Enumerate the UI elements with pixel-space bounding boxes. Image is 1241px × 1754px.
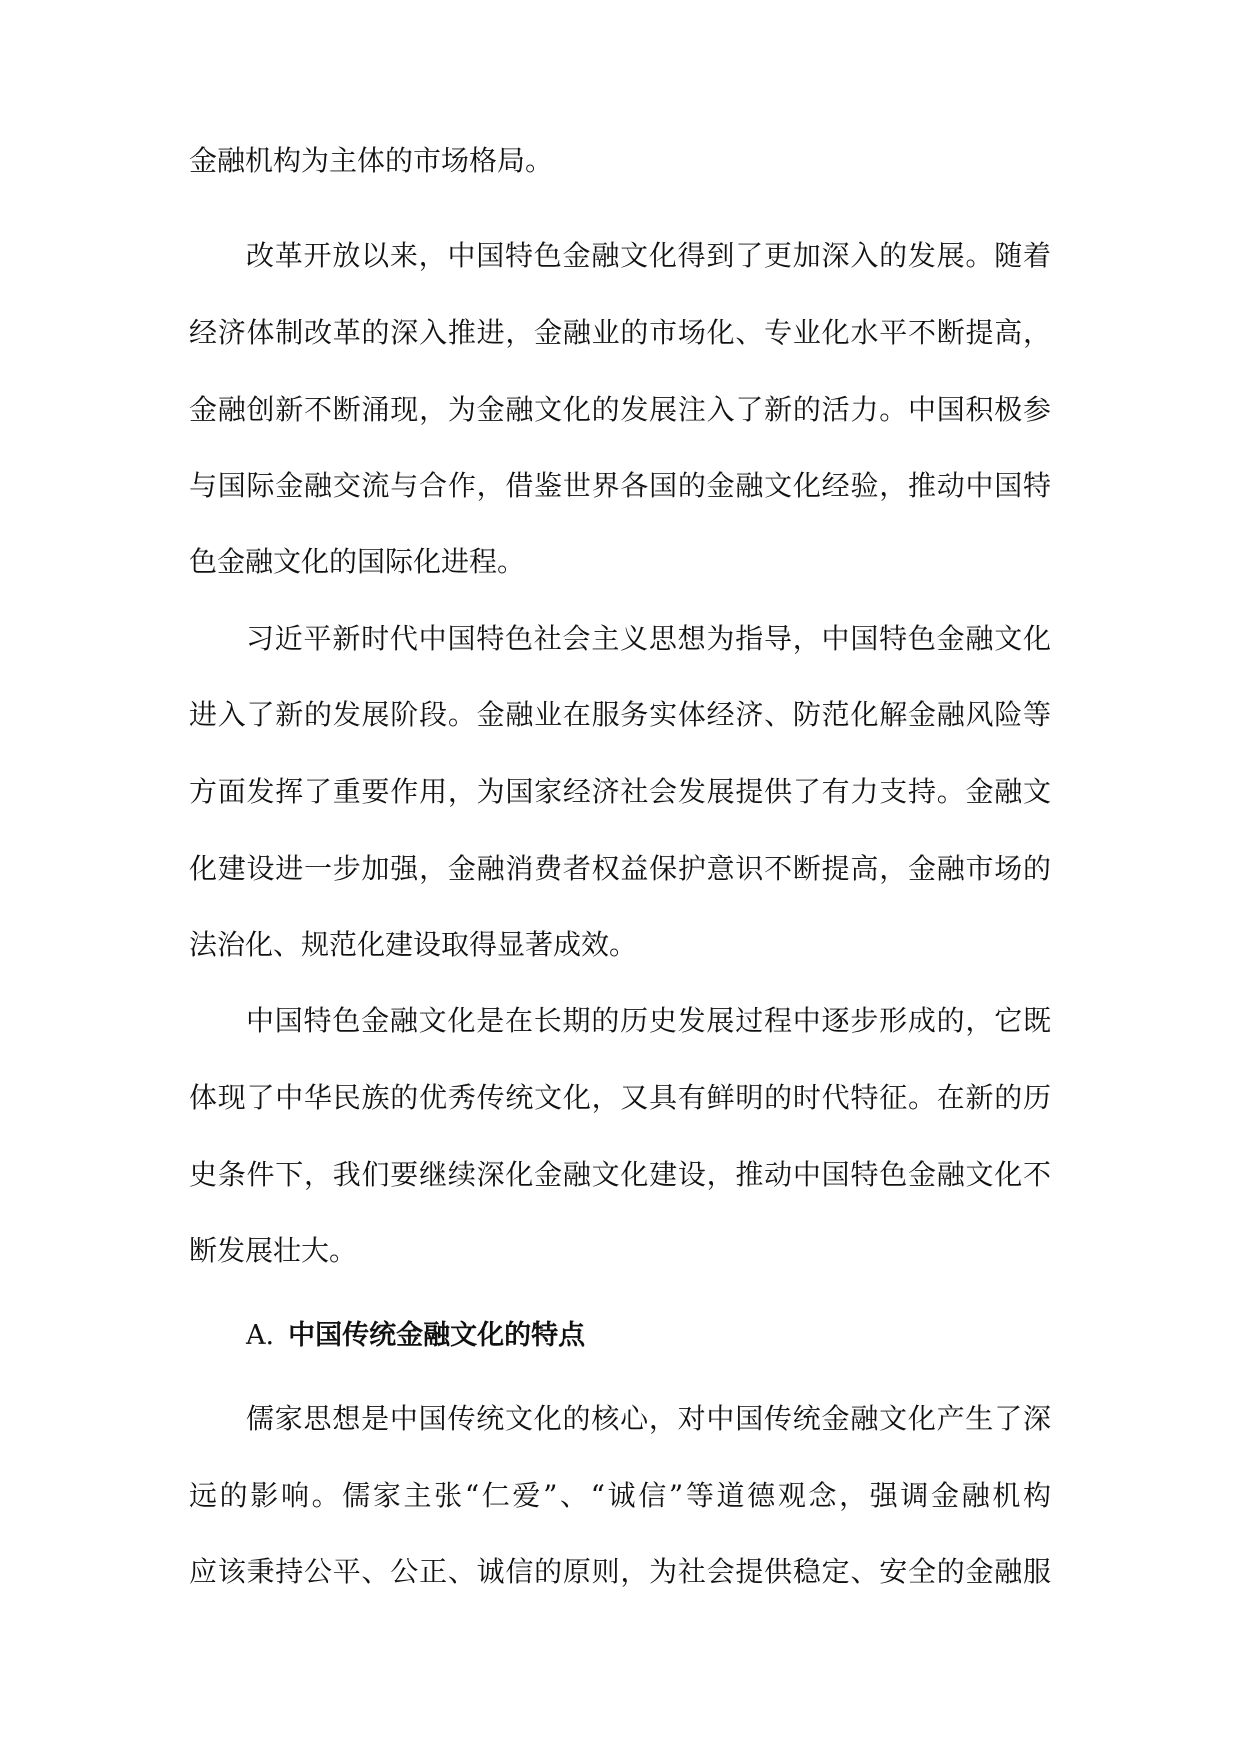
paragraph-line: 色金融文化的国际化进程。 <box>189 545 526 578</box>
paragraph-line: 应该秉持公平、公正、诚信的原则，为社会提供稳定、安全的金融服 <box>189 1555 1051 1588</box>
paragraph-line: 金融创新不断涌现，为金融文化的发展注入了新的活力。中国积极参 <box>189 393 1051 426</box>
paragraph-line: 化建设进一步加强，金融消费者权益保护意识不断提高，金融市场的 <box>189 852 1051 885</box>
paragraph-line: 改革开放以来，中国特色金融文化得到了更加深入的发展。随着 <box>246 239 1051 272</box>
paragraph-line: 体现了中华民族的优秀传统文化，又具有鲜明的时代特征。在新的历 <box>189 1081 1051 1114</box>
paragraph-line: 方面发挥了重要作用，为国家经济社会发展提供了有力支持。金融文 <box>189 775 1051 808</box>
paragraph-line: 经济体制改革的深入推进，金融业的市场化、专业化水平不断提高， <box>189 316 1051 349</box>
paragraph-line: 金融机构为主体的市场格局。 <box>189 144 554 177</box>
paragraph-line: 史条件下，我们要继续深化金融文化建设，推动中国特色金融文化不 <box>189 1158 1051 1191</box>
paragraph-line: 远的影响。儒家主张“仁爱”、“诚信”等道德观念，强调金融机构 <box>189 1479 1051 1512</box>
paragraph-line: 法治化、规范化建设取得显著成效。 <box>189 928 638 961</box>
paragraph-line: 断发展壮大。 <box>189 1234 358 1267</box>
paragraph-line: 与国际金融交流与合作，借鉴世界各国的金融文化经验，推动中国特 <box>189 469 1051 502</box>
section-heading <box>246 1316 585 1356</box>
paragraph-line: 儒家思想是中国传统文化的核心，对中国传统金融文化产生了深 <box>246 1402 1051 1435</box>
paragraph-line: 进入了新的发展阶段。金融业在服务实体经济、防范化解金融风险等 <box>189 698 1051 731</box>
paragraph-line: 习近平新时代中国特色社会主义思想为指导，中国特色金融文化 <box>246 622 1051 655</box>
section-number: A. <box>246 1320 275 1351</box>
paragraph-line: 中国特色金融文化是在长期的历史发展过程中逐步形成的，它既 <box>246 1004 1051 1037</box>
section-title: 中国传统金融文化的特点 <box>288 1320 586 1351</box>
